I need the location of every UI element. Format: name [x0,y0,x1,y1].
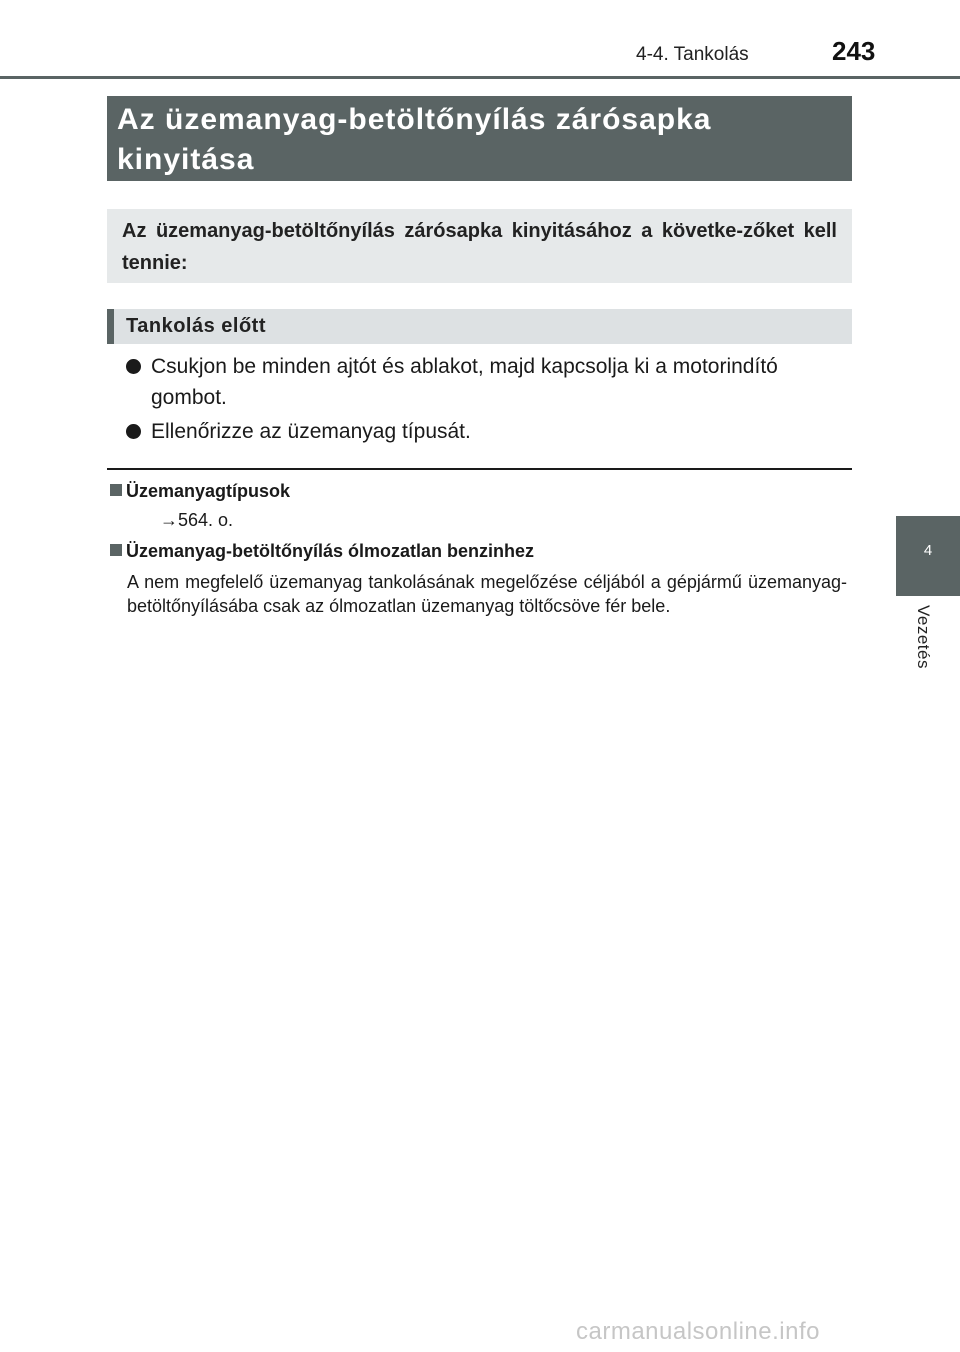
page-number: 243 [832,36,876,66]
bullet-text: Csukjon be minden ajtót és ablakot, majd kapcsolja ki a motorindító gombot. [151,355,778,409]
chapter-tab [896,516,960,596]
square-bullet-icon [110,544,122,556]
header-rule [0,76,960,79]
section-divider [107,468,852,470]
note-heading-text: Üzemanyagtípusok [126,481,291,501]
note-body: A nem megfelelő üzemanyag tankolásának megelőzése céljából a gépjármű üzemanyag-betöltőnyílásába csak az ólmozatlan üzemanyag töltőcsöve fér bele. [127,572,847,616]
page-reference[interactable] [160,509,233,531]
note-heading-fuel-types [110,480,290,502]
intro-text: Az üzemanyag-betöltőnyílás zárósapka kinyitásához a követke-zőket kell tennie: [122,220,837,274]
subheading-box [107,309,852,344]
bullet-item [124,351,852,413]
note-heading-text: Üzemanyag-betöltőnyílás ólmozatlan benzinhez [126,541,535,561]
bullet-list [124,351,852,450]
watermark: carmanualsonline.info [576,1318,820,1345]
header-section-title: 4-4. Tankolás [636,44,749,65]
bullet-item [124,416,852,447]
note-heading-unleaded [110,540,534,562]
chapter-label: Vezetés [914,605,933,669]
chapter-number: 4 [923,542,933,559]
section-title-box [107,96,852,181]
subheading: Tankolás előtt [126,315,266,337]
square-bullet-icon [110,484,122,496]
bullet-dot-icon [126,359,141,374]
intro-box [107,209,852,283]
bullet-dot-icon [126,424,141,439]
section-title: Az üzemanyag-betöltőnyílás zárósapka kinyitása [117,103,712,176]
page-reference-text: 564. o. [178,510,234,530]
arrow-right-icon: → [160,510,178,530]
bullet-text: Ellenőrizze az üzemanyag típusát. [151,420,471,443]
